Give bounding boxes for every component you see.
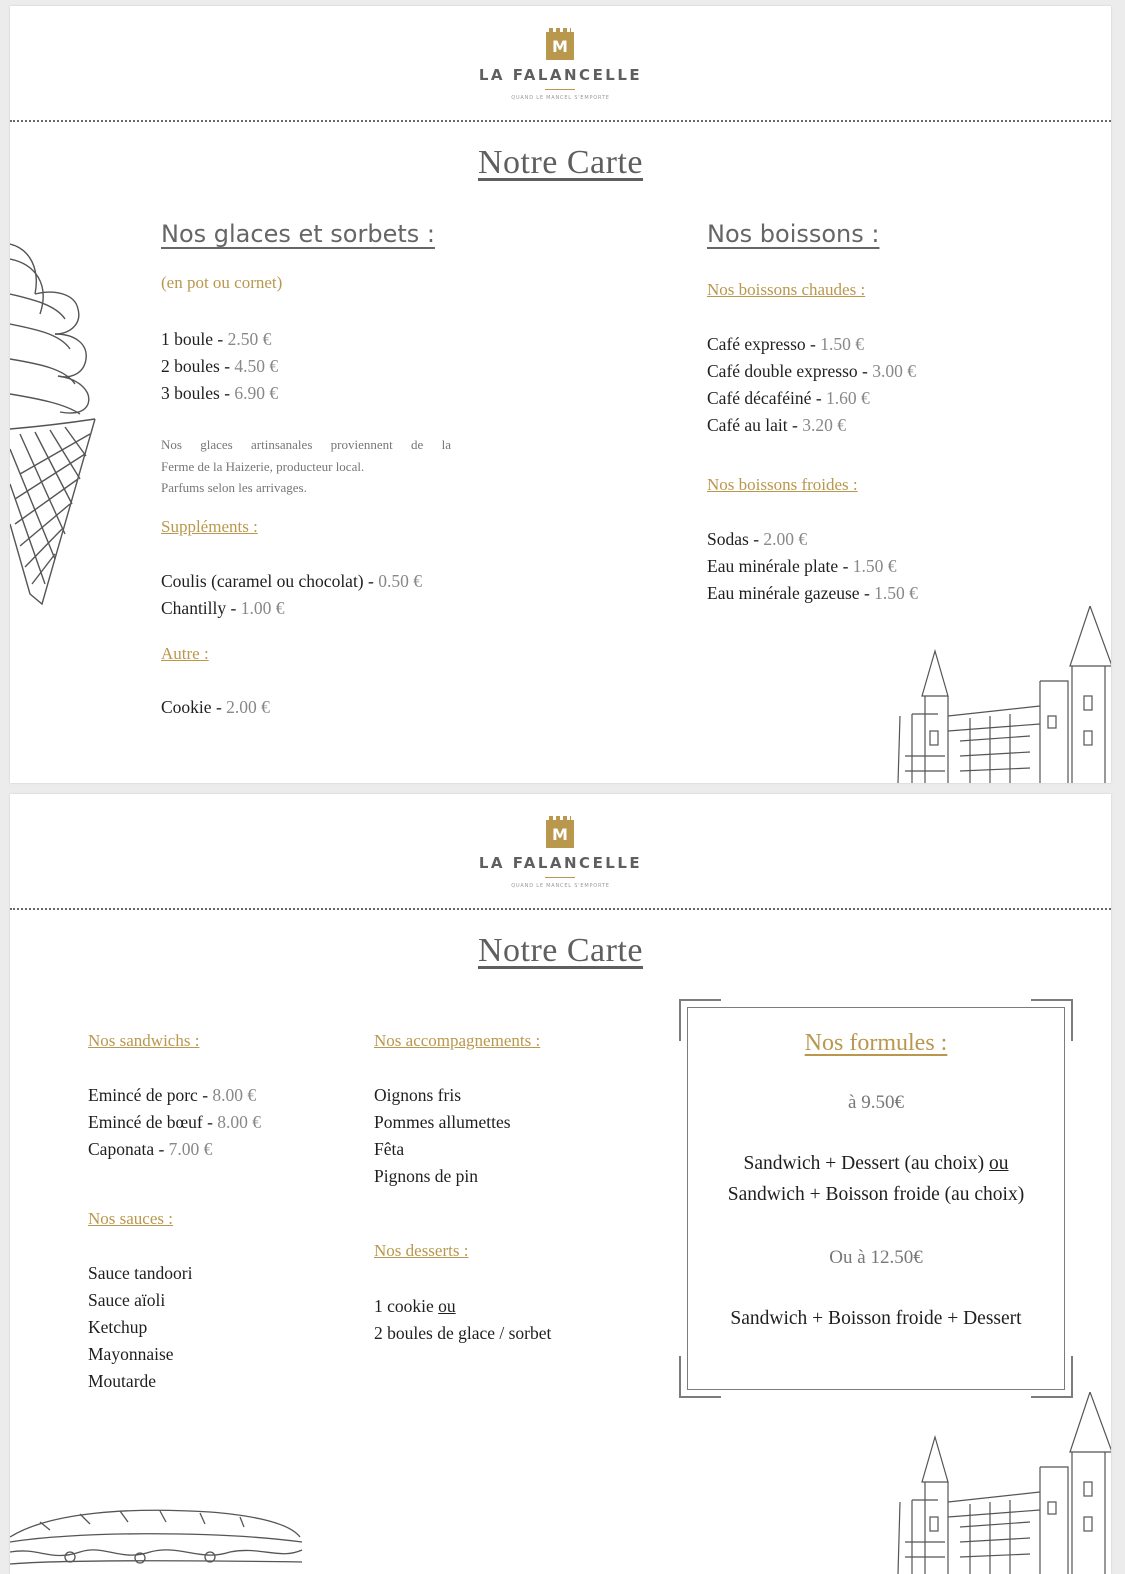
formule-combo: Sandwich + Boisson froide (au choix)	[727, 1184, 1025, 1205]
page-header	[10, 6, 1111, 123]
section-title-boissons: Nos boissons :	[707, 220, 880, 248]
menu-item: Café décaféiné - 1.60 €	[707, 388, 870, 408]
page-title: Notre Carte	[477, 932, 644, 969]
subsection-title-desserts: Nos desserts :	[374, 1241, 469, 1260]
formule-combo: Sandwich + Boisson froide + Dessert	[730, 1308, 1022, 1329]
list-item: Ketchup	[88, 1317, 148, 1337]
subsection-title-autre: Autre :	[161, 644, 209, 663]
glaces-subtitle: (en pot ou cornet)	[161, 273, 283, 292]
formule-price: Ou à 12.50€	[829, 1247, 923, 1268]
brand-name: LA FALANCELLE	[478, 66, 643, 84]
list-item: Moutarde	[88, 1371, 157, 1391]
menu-item: Emincé de bœuf - 8.00 €	[88, 1112, 262, 1132]
list-item: Fêta	[374, 1139, 405, 1159]
brand-tagline: QUAND LE MANCEL S'EMPORTE	[511, 883, 610, 889]
subsection-title-accompagnements: Nos accompagnements :	[374, 1031, 541, 1050]
menu-item: Caponata - 7.00 €	[88, 1139, 213, 1159]
menu-item: 1 boule - 2.50 €	[161, 329, 272, 349]
header-separator	[10, 908, 1111, 910]
menu-item: Coulis (caramel ou chocolat) - 0.50 €	[161, 571, 422, 591]
section-title-glaces: Nos glaces et sorbets :	[161, 220, 435, 248]
menu-item: Café expresso - 1.50 €	[707, 334, 864, 354]
menu-item: Emincé de porc - 8.00 €	[88, 1085, 257, 1105]
list-item: Sauce aïoli	[88, 1290, 166, 1310]
frame-corner	[679, 1356, 721, 1398]
page-title: Notre Carte	[477, 144, 644, 181]
menu-item: Eau minérale plate - 1.50 €	[707, 556, 897, 576]
menu-page-2	[10, 794, 1111, 1574]
menu-item: Sodas - 2.00 €	[707, 529, 808, 549]
subsection-title-sandwichs: Nos sandwichs :	[88, 1031, 200, 1050]
formule-combo: Sandwich + Dessert (au choix) ou	[743, 1153, 1009, 1174]
subsection-title-boissons-chaudes: Nos boissons chaudes :	[707, 280, 866, 299]
page-header	[10, 794, 1111, 911]
subsection-title-supplements: Suppléments :	[161, 517, 258, 536]
formule-price: à 9.50€	[848, 1092, 904, 1113]
list-item: Pommes allumettes	[374, 1112, 511, 1132]
sandwich-illustration	[10, 1502, 310, 1574]
list-item: Pignons de pin	[374, 1166, 479, 1186]
formules-title: Nos formules :	[804, 1030, 948, 1056]
subsection-title-boissons-froides: Nos boissons froides :	[707, 475, 858, 494]
brand-divider	[545, 89, 575, 90]
menu-item: Chantilly - 1.00 €	[161, 598, 285, 618]
subsection-title-sauces: Nos sauces :	[88, 1209, 173, 1228]
formules-box	[687, 1007, 1065, 1390]
menu-item: 2 boules - 4.50 €	[161, 356, 279, 376]
ice-cream-cone-illustration	[10, 234, 105, 614]
menu-item: Café au lait - 3.20 €	[707, 415, 846, 435]
list-item: Sauce tandoori	[88, 1263, 193, 1283]
brand-logo-icon: M	[546, 32, 574, 60]
castle-illustration	[890, 606, 1111, 783]
menu-page-1	[10, 6, 1111, 783]
menu-item: Café double expresso - 3.00 €	[707, 361, 916, 381]
list-item: 2 boules de glace / sorbet	[374, 1323, 552, 1343]
list-item: Mayonnaise	[88, 1344, 174, 1364]
brand-logo-icon: M	[546, 820, 574, 848]
glaces-origin-note: Nos glaces artinsanales proviennent de la Ferme de la Haizerie, producteur local. Parfums selon les arrivages.	[161, 437, 451, 495]
brand-tagline: QUAND LE MANCEL S'EMPORTE	[511, 95, 610, 101]
menu-item: Eau minérale gazeuse - 1.50 €	[707, 583, 918, 603]
menu-item: 3 boules - 6.90 €	[161, 383, 279, 403]
list-item: 1 cookie ou	[374, 1296, 456, 1316]
header-separator	[10, 120, 1111, 122]
brand-divider	[545, 877, 575, 878]
menu-item: Cookie - 2.00 €	[161, 697, 270, 717]
castle-illustration	[890, 1392, 1111, 1574]
brand-name: LA FALANCELLE	[478, 854, 643, 872]
list-item: Oignons fris	[374, 1085, 462, 1105]
